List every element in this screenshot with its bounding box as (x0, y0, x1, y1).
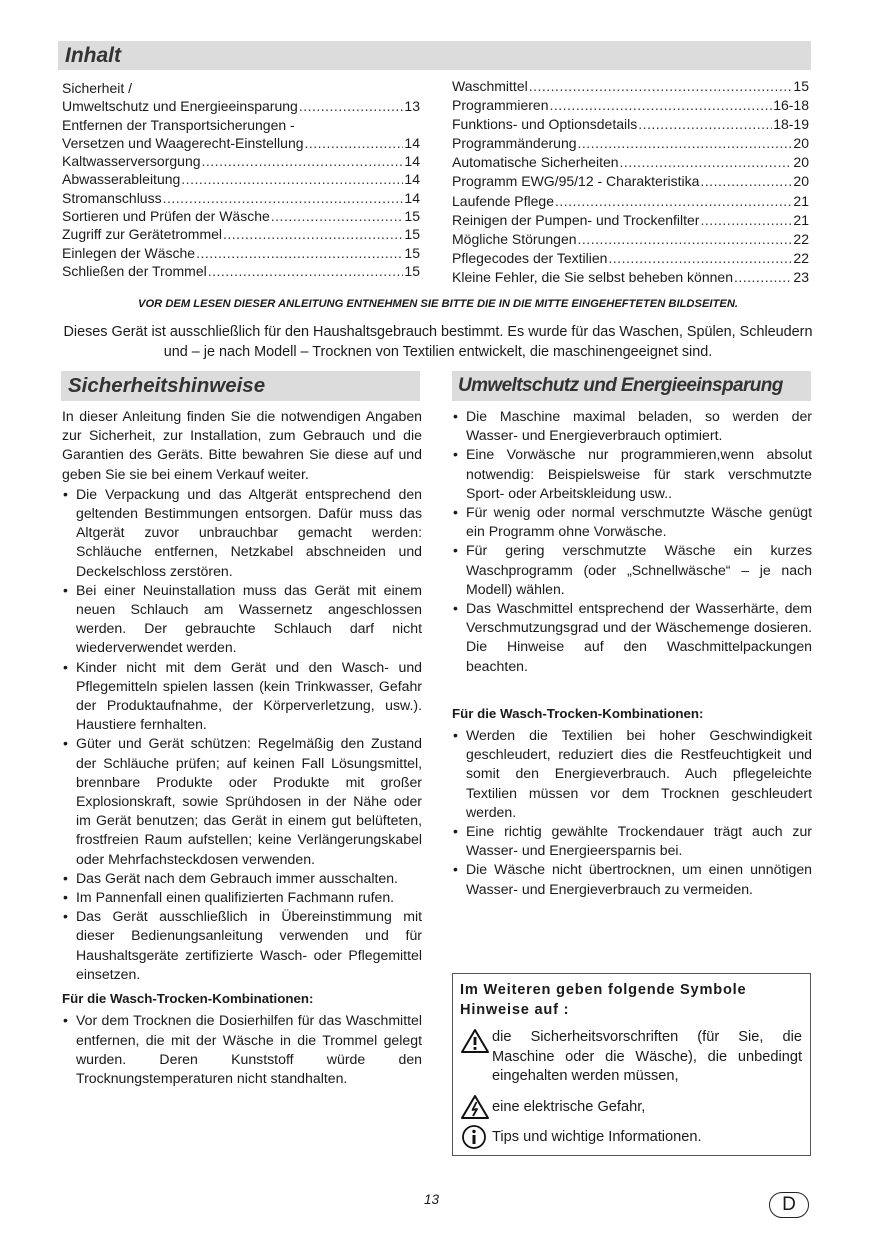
notice-text: VOR DEM LESEN DIESER ANLEITUNG ENTNEHMEN SIE BITTE DIE IN DIE MITTE EINGEHEFTETEN BILDSEITEN. (137, 298, 739, 310)
toc-entry: Sortieren und Prüfen der Wäsche ..... 15 (62, 207, 420, 225)
list-item: • Güter und Gerät schützen: Regelmäßig den Zustand der Schläuche prüfen; auf keinen Fall Lösungsmittel, brennbare Produkte oder Produkte mit großer Explosionskraft, sowie Sprühdosen in der Nähe oder im Gerät benutzen; das Gerät in einem gut belüfteten, frostfreien Raum aufstellen; keine Verlängerungskabel oder Mehrfachsteckdosen verwenden. (62, 734, 422, 868)
intro-text: Dieses Gerät ist ausschließlich für den Haushaltsgebrauch bestimmt. Es wurde für das Waschen, Spülen, Schleudern und – je nach Modell – Trocknen von Textilien entwickelt, die maschinengeeignet sind. (63, 324, 813, 360)
page-number: 13 (424, 1192, 440, 1207)
toc-page: 23 (793, 268, 809, 285)
toc-leader (202, 152, 404, 170)
toc-page: 15 (404, 208, 420, 225)
toc-leader (578, 230, 793, 249)
info-icon (460, 1124, 490, 1150)
toc-entry: Kleine Fehler, die Sie selbst beheben können ..... 23 (452, 268, 809, 287)
symbols-box (452, 973, 811, 1156)
toc-title: Inhalt (65, 44, 121, 67)
symbol-text: Tips und wichtige Informationen. (492, 1128, 702, 1145)
toc-leader (700, 172, 792, 191)
list-item: • Die Verpackung und das Altgerät entsprechend den geltenden Bestimmungen entsorgen. Dafür muss das Altgerät zuvor unbrauchbar gemacht werden: Schläuche entfernen, Netzkabel abschneiden und Deckelschloss zerstören. (62, 485, 422, 581)
toc-leader (608, 249, 792, 268)
toc-page: 14 (404, 171, 420, 188)
toc-page: 14 (404, 134, 420, 151)
list-item: • Eine richtig gewählte Trockendauer trägt auch zur Wasser- und Energieersparnis bei. (452, 822, 812, 860)
list-item: • Das Waschmittel entsprechend der Wasserhärte, dem Verschmutzungsgrad und der Wäschemenge dosieren. Die Hinweise auf den Waschmittelpackungen beachten. (452, 599, 812, 676)
toc-page: 13 (404, 98, 420, 115)
symbol-text: eine elektrische Gefahr, (492, 1098, 646, 1115)
electric-hazard-icon (460, 1094, 490, 1120)
toc-leader (529, 77, 793, 96)
toc-entry: Einlegen der Wäsche ..... 15 (62, 244, 420, 262)
toc-leader (181, 170, 403, 188)
toc-entry: Stromanschluss ..... 14 (62, 189, 420, 207)
toc-entry: Programmänderung ..... 20 (452, 134, 809, 153)
toc-leader (555, 192, 792, 211)
toc-page: 22 (793, 249, 809, 266)
toc-page: 16-18 (773, 97, 809, 114)
toc-page: 15 (793, 78, 809, 94)
toc-page: 20 (793, 135, 809, 152)
toc-header (58, 41, 811, 70)
toc-leader (578, 134, 793, 153)
list-item: • Werden die Textilien bei hoher Geschwindigkeit geschleudert, reduziert dies die Restfeuchtigkeit und somit den Energieverbrauch. Auch pflegeleichte Textilien müssen vor dem Trocknen geschleudert werden. (452, 726, 812, 822)
toc-leader (299, 97, 404, 115)
toc-leader (223, 225, 403, 243)
toc-leader (734, 268, 792, 287)
toc-left (62, 79, 420, 280)
list-item: • Im Pannenfall einen qualifizierten Fachmann rufen. (62, 888, 422, 907)
environment-list (452, 407, 812, 676)
toc-page: 20 (793, 173, 809, 190)
symbol-row (460, 1094, 802, 1120)
list-item: • Vor dem Trocknen die Dosierhilfen für das Waschmittel entfernen, die mit der Wäsche in die Trommel gelegt wurden. Deren Kunststoff würde den Trocknungstemperaturen nicht standhalten. (62, 1011, 422, 1088)
toc-entry: Sicherheit / (62, 80, 133, 96)
toc-page: 15 (404, 244, 420, 261)
list-item: • Für gering verschmutzte Wäsche ein kurzes Waschprogramm (oder „Schnellwäsche“ – je nach Modell) wählen. (452, 541, 812, 599)
environment-section (452, 407, 812, 899)
toc-entry: Programm EWG/95/12 - Charakteristika ..... 20 (452, 172, 809, 191)
toc-entry: Kaltwasserversorgung ..... 14 (62, 152, 420, 170)
symbol-row (460, 1124, 802, 1150)
toc-page: 14 (404, 189, 420, 206)
toc-page: 21 (793, 211, 809, 228)
symbol-text: die Sicherheitsvorschriften (für Sie, die Maschine oder die Wäsche), die unbedingt eingehalten werden müssen, (492, 1029, 802, 1084)
toc-page: 15 (404, 226, 420, 243)
toc-entry: Programmieren ..... 16-18 (452, 96, 809, 115)
toc-entry: Funktions- und Optionsdetails ..... 18-19 (452, 115, 809, 134)
symbol-row (460, 1028, 802, 1087)
toc-leader (700, 211, 792, 230)
toc-entry: Versetzen und Waagerecht-Einstellung ..... 14 (62, 134, 420, 152)
language-badge: D (769, 1192, 809, 1218)
list-item: • Für wenig oder normal verschmutzte Wäsche genügt ein Programm ohne Vorwäsche. (452, 503, 812, 541)
safety-intro: In dieser Anleitung finden Sie die notwendigen Angaben zur Sicherheit, zur Installation, zum Gebrauch und die Garantien des Geräts. Bitte bewahren Sie diese auf und geben Sie sie bei einem Verkauf weiter. (62, 408, 422, 482)
toc-entry: Automatische Sicherheiten ..... 20 (452, 153, 809, 172)
toc-page: 14 (404, 153, 420, 170)
toc-entry: Waschmittel ..... 15 (452, 77, 809, 96)
list-item: • Das Gerät nach dem Gebrauch immer ausschalten. (62, 869, 422, 888)
list-item: • Eine Vorwäsche nur programmieren,wenn absolut notwendig: Beispielsweise für stark verschmutzte Sport- oder Arbeitskleidung usw.. (452, 445, 812, 503)
safety-combo-list (62, 1011, 422, 1088)
toc-page: 22 (793, 230, 809, 247)
symbols-heading: Im Weiteren geben folgende Symbole Hinweise auf : (460, 982, 747, 1018)
toc-leader (163, 189, 404, 207)
toc-page: 18-19 (773, 116, 809, 133)
toc-leader (196, 244, 403, 262)
safety-section (62, 407, 422, 1088)
toc-entry: Reinigen der Pumpen- und Trockenfilter ..... 21 (452, 211, 809, 230)
environment-combo-title: Für die Wasch-Trocken-Kombinationen: (452, 705, 704, 721)
list-item: • Die Maschine maximal beladen, so werden der Wasser- und Energieverbrauch optimiert. (452, 407, 812, 445)
toc-entry: Abwasserableitung ..... 14 (62, 170, 420, 188)
toc-page: 20 (793, 154, 809, 171)
toc-entry: Pflegecodes der Textilien ..... 22 (452, 249, 809, 268)
list-item: • Die Wäsche nicht übertrocknen, um einen unnötigen Wasser- und Energieverbrauch zu vermeiden. (452, 860, 812, 898)
safety-combo-title: Für die Wasch-Trocken-Kombinationen: (62, 991, 314, 1007)
toc-leader (549, 96, 772, 115)
safety-title: Sicherheitshinweise (68, 374, 266, 397)
environment-title: Umweltschutz und Energieeinsparung (458, 375, 783, 396)
toc-entry: Entfernen der Transportsicherungen - (62, 116, 295, 133)
toc-page: 15 (404, 262, 420, 279)
toc-right (452, 77, 809, 287)
list-item: • Das Gerät ausschließlich in Übereinstimmung mit dieser Bedienungsanleitung verwenden und für Haushaltsgeräte zertifizierte Wasch- oder Pflegemittel einsetzen. (62, 907, 422, 984)
warning-triangle-icon (460, 1028, 490, 1054)
environment-combo-list (452, 726, 812, 899)
toc-leader (208, 262, 404, 280)
safety-list (62, 485, 422, 984)
safety-header (61, 371, 420, 401)
list-item: • Kinder nicht mit dem Gerät und den Wasch- und Pflegemitteln spielen lassen (kein Trinkwasser, Gefahr der Produktaufnahme, der Körperverletzung, usw.). Haustiere fernhalten. (62, 658, 422, 735)
toc-leader (305, 134, 404, 152)
toc-entry: Umweltschutz und Energieeinsparung ..... 13 (62, 97, 420, 115)
toc-leader (620, 153, 793, 172)
toc-leader (638, 115, 772, 134)
toc-leader (271, 207, 404, 225)
toc-entry: Zugriff zur Gerätetrommel ..... 15 (62, 225, 420, 243)
toc-page: 21 (793, 192, 809, 209)
list-item: • Bei einer Neuinstallation muss das Gerät mit einem neuen Schlauch am Wassernetz angeschlossen werden. Der gebrauchte Schlauch darf nicht wiederverwendet werden. (62, 581, 422, 658)
environment-header (452, 371, 811, 401)
toc-entry: Schließen der Trommel ..... 15 (62, 262, 420, 280)
toc-entry: Mögliche Störungen ..... 22 (452, 230, 809, 249)
toc-entry: Laufende Pflege ..... 21 (452, 192, 809, 211)
